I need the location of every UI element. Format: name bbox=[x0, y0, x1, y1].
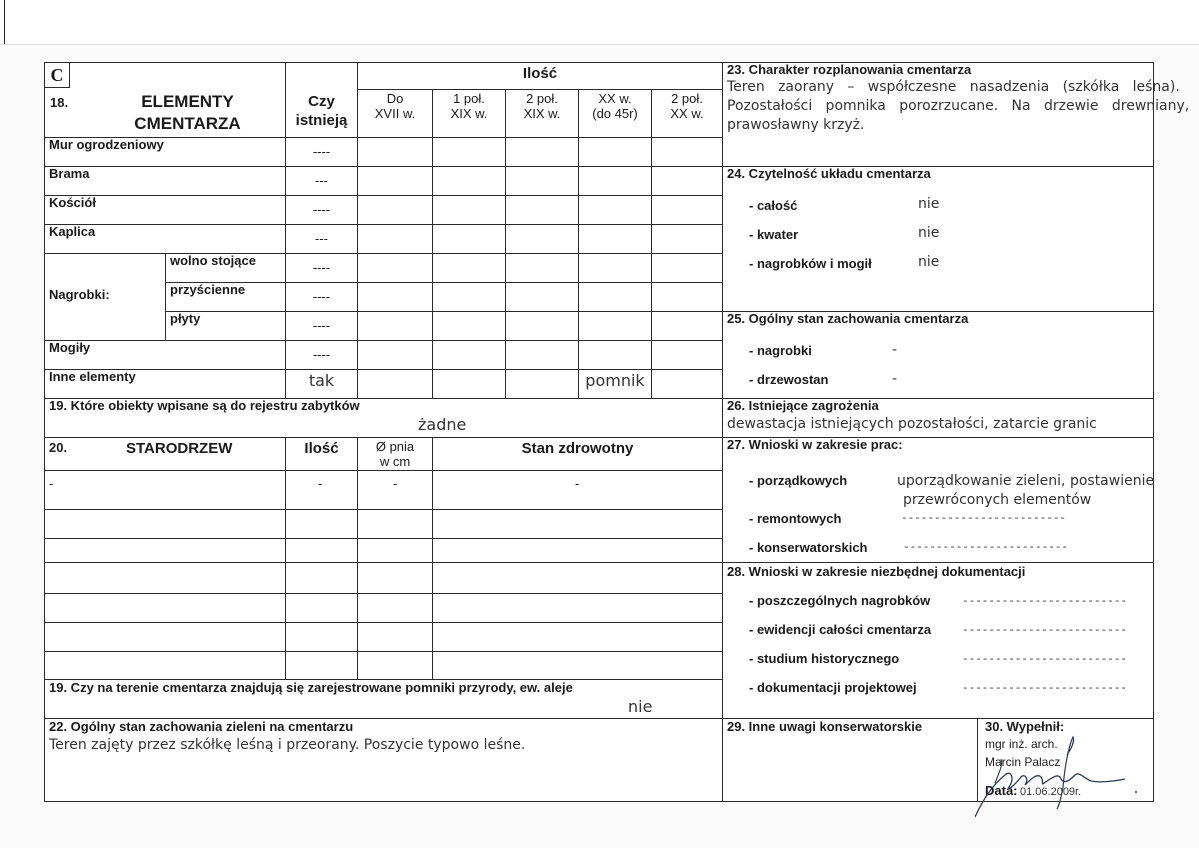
s29-label: 29. Inne uwagi konserwatorskie bbox=[727, 719, 923, 734]
row-label: Brama bbox=[49, 166, 90, 181]
row-line bbox=[44, 562, 722, 563]
row-label: Mogiły bbox=[49, 340, 91, 355]
col-exists-line2: istnieją bbox=[295, 112, 348, 129]
col-diam-line2: w cm bbox=[379, 454, 411, 469]
s18-title-line2: CMENTARZA bbox=[134, 114, 241, 133]
period-header: XX w. bbox=[598, 91, 632, 106]
line-v-tombs bbox=[165, 253, 166, 340]
s24-label: 24. Czytelność układu cmentarza bbox=[727, 166, 931, 181]
exists-value: ---- bbox=[312, 202, 331, 217]
period-header: XIX w. bbox=[450, 106, 488, 121]
row-line bbox=[44, 622, 722, 623]
s28-item-label: - dokumentacji projektowej bbox=[749, 680, 917, 695]
line-v-tree-health bbox=[432, 437, 433, 679]
row-line bbox=[44, 195, 722, 196]
exists-value: ---- bbox=[312, 347, 331, 362]
line-v-tree-qty bbox=[285, 437, 286, 679]
period-header: 1 poł. bbox=[453, 91, 485, 106]
line-v-p2 bbox=[432, 89, 433, 398]
s27-item-value: ------------------------- bbox=[903, 542, 1069, 554]
period-header: 2 poł. bbox=[526, 91, 558, 106]
row-line bbox=[44, 369, 722, 370]
period-header: XIX w. bbox=[523, 106, 561, 121]
s27-item-value: uporządkowanie zieleni, postawienie bbox=[897, 473, 1155, 489]
s30-name-line1: mgr inż. arch. bbox=[985, 737, 1058, 751]
exists-value: ---- bbox=[312, 144, 331, 159]
s23-label: 23. Charakter rozplanowania cmentarza bbox=[727, 62, 972, 77]
s25-item-label: - nagrobki bbox=[749, 343, 812, 358]
s19a-value: żadne bbox=[418, 415, 467, 434]
right-line bbox=[722, 562, 1154, 563]
s27-label: 27. Wnioski w zakresie prac: bbox=[727, 437, 903, 452]
s19a-label: 19. Które obiekty wpisane są do rejestru zabytków bbox=[49, 398, 360, 413]
column-divider bbox=[722, 62, 723, 802]
s24-item-label: - kwater bbox=[749, 227, 799, 242]
s24-item-label: - całość bbox=[749, 198, 798, 213]
border-left bbox=[44, 62, 45, 802]
s19b-label: 19. Czy na terenie cmentarza znajdują się zarejestrowane pomniki przyrody, ew. aleje bbox=[49, 680, 573, 695]
s24-item-label: - nagrobków i mogił bbox=[749, 256, 872, 271]
row-label: płyty bbox=[170, 311, 201, 326]
row-line bbox=[44, 340, 722, 341]
col-tree-qty: Ilość bbox=[304, 440, 339, 457]
row-label: Kaplica bbox=[49, 224, 96, 239]
row-label: Kościół bbox=[49, 195, 96, 210]
s24-item-value: nie bbox=[918, 225, 940, 241]
col-health: Stan zdrowotny bbox=[521, 440, 634, 457]
row-line bbox=[44, 593, 722, 594]
s24-item-value: nie bbox=[918, 196, 940, 212]
s27-item-label: - konserwatorskich bbox=[749, 540, 868, 555]
s27-item-value-cont: przewróconych elementów bbox=[903, 492, 1092, 508]
s23-line3: prawosławny krzyż. bbox=[727, 117, 865, 133]
s20-number: 20. bbox=[49, 440, 68, 455]
row-line bbox=[165, 282, 722, 283]
s30-date-label: Data: bbox=[985, 783, 1018, 798]
period-header: XX w. bbox=[670, 106, 704, 121]
s26-label: 26. Istniejące zagrożenia bbox=[727, 398, 879, 413]
s27-item-label: - porządkowych bbox=[749, 473, 848, 488]
col-diam-line1: Ø pnia bbox=[375, 439, 415, 454]
line-v-tree-diam bbox=[357, 437, 358, 679]
s18-title-line1: ELEMENTY bbox=[141, 92, 234, 111]
row-label: Mur ogrodzeniowy bbox=[49, 137, 164, 152]
s28-item-value: ------------------------- bbox=[962, 625, 1128, 637]
s22-value: Teren zajęty przez szkółkę leśną i przeorany. Poszycie typowo leśne. bbox=[49, 737, 526, 753]
s30-name-line2: Marcin Palacz bbox=[985, 755, 1061, 769]
s22-label: 22. Ogólny stan zachowania zieleni na cmentarzu bbox=[49, 719, 354, 734]
row-line bbox=[44, 253, 722, 254]
exists-value: ---- bbox=[312, 318, 331, 333]
line-v-p3 bbox=[505, 89, 506, 398]
s18-number: 18. bbox=[50, 95, 69, 110]
s28-item-value: ------------------------- bbox=[962, 596, 1128, 608]
row-line bbox=[165, 311, 722, 312]
row-line bbox=[44, 509, 722, 510]
s24-item-value: nie bbox=[918, 254, 940, 270]
s28-item-value: ------------------------- bbox=[962, 683, 1128, 695]
row-line bbox=[44, 470, 722, 471]
tree-qty: - bbox=[318, 476, 323, 491]
page-edge bbox=[4, 0, 5, 44]
tree-name: - bbox=[49, 476, 54, 491]
other-elements-value: pomnik bbox=[585, 371, 645, 390]
section-letter-box: C bbox=[44, 62, 70, 88]
row-line bbox=[44, 538, 722, 539]
col-exists-line1: Czy bbox=[308, 93, 335, 110]
border-right bbox=[1153, 62, 1154, 802]
s25-item-label: - drzewostan bbox=[749, 372, 829, 387]
s28-item-label: - poszczególnych nagrobków bbox=[749, 593, 931, 608]
period-header: XVII w. bbox=[374, 106, 416, 121]
tree-diam: - bbox=[393, 476, 398, 491]
s27-item-label: - remontowych bbox=[749, 511, 842, 526]
s28-label: 28. Wnioski w zakresie niezbędnej dokumentacji bbox=[727, 564, 1026, 579]
line-v-p4 bbox=[578, 89, 579, 398]
s19b-value: nie bbox=[628, 697, 653, 716]
s23-line2: Pozostałości pomnika porozrzucane. Na drzewie drewniany, bbox=[727, 98, 1190, 114]
s28-item-value: ------------------------- bbox=[962, 654, 1128, 666]
s25-label: 25. Ogólny stan zachowania cmentarza bbox=[727, 311, 969, 326]
border-top bbox=[44, 62, 1154, 63]
s25-item-value: - bbox=[892, 342, 898, 358]
s23-line1: Teren zaorany – współczesne nasadzenia (szkółka leśna). bbox=[727, 79, 1180, 95]
s30-label: 30. Wypełnił: bbox=[985, 719, 1065, 734]
exists-value: --- bbox=[315, 173, 328, 188]
s26-value: dewastacja istniejących pozostałości, zatarcie granic bbox=[727, 416, 1097, 432]
exists-value: ---- bbox=[312, 260, 331, 275]
row-label: wolno stojące bbox=[170, 253, 256, 268]
s25-item-value: - bbox=[892, 371, 898, 387]
line-v-p5 bbox=[651, 89, 652, 398]
s30-date-value: 01.06.2009r. bbox=[1020, 786, 1082, 798]
row-label: Inne elementy bbox=[49, 369, 136, 384]
row-line bbox=[44, 437, 722, 438]
row-line bbox=[44, 651, 722, 652]
period-header: Do bbox=[386, 91, 404, 106]
row-label: przyścienne bbox=[170, 282, 246, 297]
quantity-header: Ilość bbox=[522, 65, 558, 82]
exists-value: ---- bbox=[312, 289, 331, 304]
row-line bbox=[44, 224, 722, 225]
line-qty-header bbox=[357, 89, 722, 90]
s28-item-label: - ewidencji całości cmentarza bbox=[749, 622, 932, 637]
top-margin bbox=[0, 0, 1199, 45]
s28-item-label: - studium historycznego bbox=[749, 651, 900, 666]
row-line bbox=[44, 166, 722, 167]
s27-item-value: ------------------------- bbox=[901, 513, 1067, 525]
period-header: (do 45r) bbox=[592, 106, 638, 121]
tree-health: - bbox=[575, 476, 580, 491]
s20-title: STARODRZEW bbox=[126, 440, 233, 457]
tombs-label: Nagrobki: bbox=[49, 287, 110, 302]
signature-image bbox=[975, 735, 1150, 820]
period-header: 2 poł. bbox=[671, 91, 703, 106]
exists-value: --- bbox=[315, 231, 328, 246]
exists-value: tak bbox=[308, 371, 335, 390]
